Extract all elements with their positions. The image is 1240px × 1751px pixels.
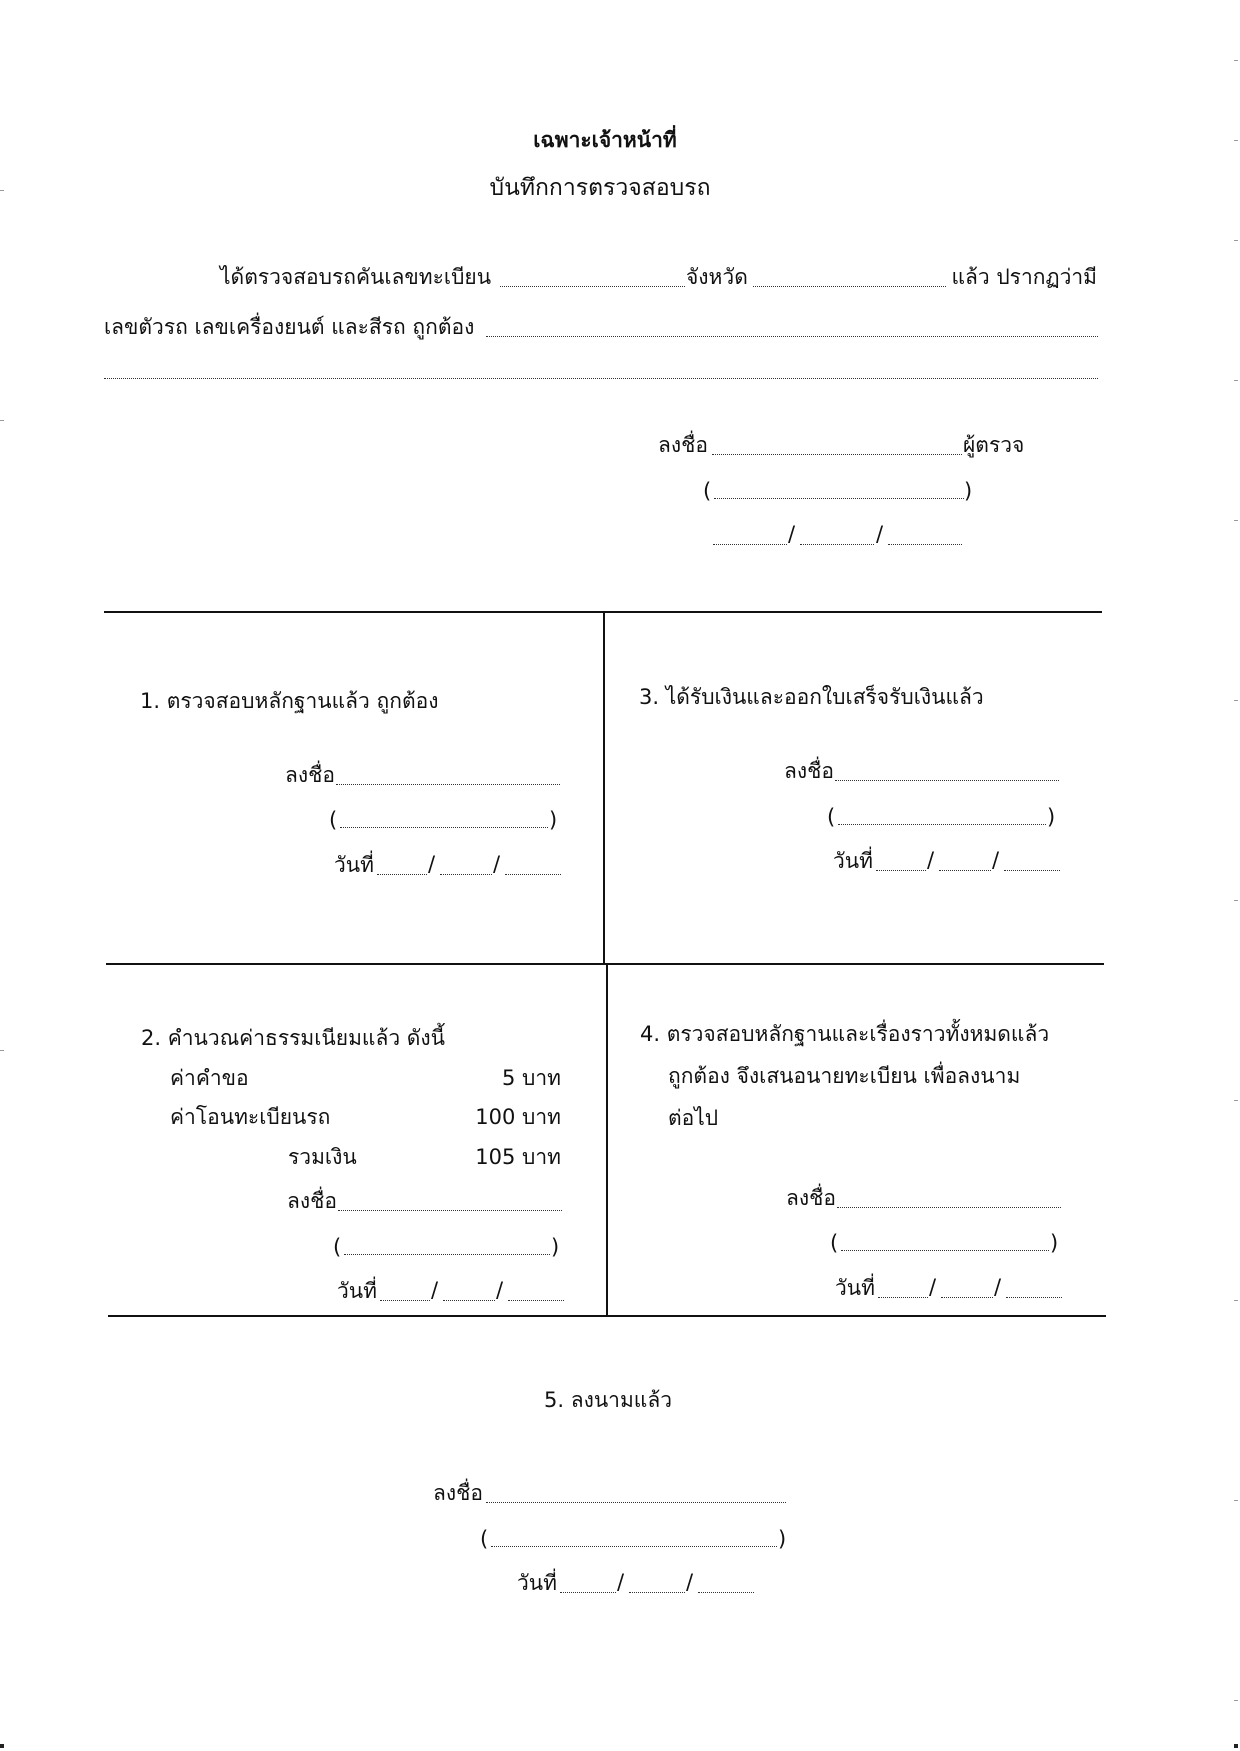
box4-year-field[interactable] bbox=[1006, 1297, 1062, 1298]
registration-line-prefix: ได้ตรวจสอบรถคันเลขทะเบียน bbox=[220, 265, 492, 289]
box3-signature-field[interactable] bbox=[835, 780, 1059, 781]
scan-mark bbox=[0, 1050, 4, 1051]
scan-mark bbox=[1234, 1500, 1238, 1501]
vehicle-details-label: เลขตัวรถ เลขเครื่องยนต์ และสีรถ ถูกต้อง bbox=[104, 315, 475, 339]
box1-date-label: วันที่ bbox=[334, 853, 374, 877]
fee-label: ค่าโอนทะเบียนรถ bbox=[170, 1105, 331, 1129]
scan-mark bbox=[1234, 140, 1238, 141]
fee-label: ค่าคำขอ bbox=[170, 1066, 249, 1090]
inspector-name-field[interactable] bbox=[714, 498, 964, 499]
box2-year-field[interactable] bbox=[508, 1300, 564, 1301]
scan-mark bbox=[1234, 1100, 1238, 1101]
date-slash: / bbox=[496, 1278, 504, 1302]
paren-close: ) bbox=[1050, 1231, 1059, 1255]
paren-open: ( bbox=[830, 1231, 839, 1255]
box1-month-field[interactable] bbox=[440, 874, 492, 875]
section5-name-field[interactable] bbox=[491, 1546, 777, 1547]
scan-mark bbox=[1234, 1300, 1238, 1301]
inspector-day-field[interactable] bbox=[713, 544, 787, 545]
paren-close: ) bbox=[964, 479, 973, 503]
box1-title: 1. ตรวจสอบหลักฐานแล้ว ถูกต้อง bbox=[140, 689, 439, 713]
section5-sign-label: ลงชื่อ bbox=[433, 1481, 483, 1505]
box2-date-label: วันที่ bbox=[337, 1279, 377, 1303]
province-label: จังหวัด bbox=[686, 265, 748, 289]
scan-mark bbox=[1234, 380, 1238, 381]
box4-month-field[interactable] bbox=[941, 1297, 993, 1298]
province-field[interactable] bbox=[753, 286, 946, 287]
box4-sign-label: ลงชื่อ bbox=[786, 1186, 836, 1210]
date-slash: / bbox=[929, 1275, 937, 1299]
section5-title: 5. ลงนามแล้ว bbox=[543, 1388, 673, 1412]
date-slash: / bbox=[876, 522, 884, 546]
date-slash: / bbox=[493, 852, 501, 876]
box4-signature-field[interactable] bbox=[837, 1207, 1061, 1208]
box2-sign-label: ลงชื่อ bbox=[287, 1189, 337, 1213]
box4-name-field[interactable] bbox=[841, 1250, 1049, 1251]
section5-signature-field[interactable] bbox=[486, 1502, 786, 1503]
fee-total-label: รวมเงิน bbox=[288, 1145, 357, 1169]
grid-divider-lower bbox=[606, 964, 608, 1315]
box3-month-field[interactable] bbox=[939, 870, 991, 871]
vehicle-details-field-2[interactable] bbox=[104, 378, 1098, 379]
section5-date-label: วันที่ bbox=[517, 1571, 557, 1595]
box1-name-field[interactable] bbox=[340, 827, 548, 828]
box2-title: 2. คำนวณค่าธรรมเนียมแล้ว ดังนี้ bbox=[141, 1026, 446, 1050]
date-slash: / bbox=[788, 522, 796, 546]
paren-close: ) bbox=[778, 1527, 787, 1551]
scan-mark bbox=[1234, 900, 1238, 901]
paren-close: ) bbox=[549, 808, 558, 832]
grid-divider-upper bbox=[603, 612, 605, 963]
paren-open: ( bbox=[827, 805, 836, 829]
section5-day-field[interactable] bbox=[560, 1592, 616, 1593]
box2-day-field[interactable] bbox=[380, 1300, 430, 1301]
scan-mark bbox=[1234, 520, 1238, 521]
box4-title-line3: ต่อไป bbox=[668, 1106, 719, 1130]
official-only-heading: เฉพาะเจ้าหน้าที่ bbox=[533, 128, 677, 152]
box4-date-label: วันที่ bbox=[835, 1276, 875, 1300]
box3-day-field[interactable] bbox=[876, 870, 926, 871]
date-slash: / bbox=[428, 852, 436, 876]
date-slash: / bbox=[431, 1278, 439, 1302]
scan-mark bbox=[1234, 1700, 1238, 1701]
box1-year-field[interactable] bbox=[505, 874, 561, 875]
date-slash: / bbox=[994, 1275, 1002, 1299]
inspector-sign-label: ลงชื่อ bbox=[658, 433, 708, 457]
scan-mark bbox=[0, 1744, 4, 1748]
fee-amount: 5 บาท bbox=[501, 1066, 561, 1090]
scan-mark bbox=[0, 190, 4, 191]
box4-day-field[interactable] bbox=[878, 1297, 928, 1298]
inspector-label: ผู้ตรวจ bbox=[963, 433, 1025, 457]
scan-mark bbox=[1234, 1744, 1238, 1748]
paren-open: ( bbox=[333, 1235, 342, 1259]
paren-close: ) bbox=[551, 1235, 560, 1259]
inspector-month-field[interactable] bbox=[800, 544, 874, 545]
page-title: บันทึกการตรวจสอบรถ bbox=[489, 175, 711, 201]
box1-signature-field[interactable] bbox=[336, 784, 560, 785]
box3-year-field[interactable] bbox=[1004, 870, 1060, 871]
box3-date-label: วันที่ bbox=[833, 849, 873, 873]
scan-mark bbox=[1234, 700, 1238, 701]
scan-mark bbox=[0, 420, 4, 421]
grid-line-middle bbox=[106, 963, 1104, 965]
box4-title-line2: ถูกต้อง จึงเสนอนายทะเบียน เพื่อลงนาม bbox=[668, 1064, 1021, 1088]
date-slash: / bbox=[992, 848, 1000, 872]
fee-amount: 100 บาท bbox=[475, 1105, 561, 1129]
scan-mark bbox=[1234, 240, 1238, 241]
paren-open: ( bbox=[329, 808, 338, 832]
paren-open: ( bbox=[703, 479, 712, 503]
box2-signature-field[interactable] bbox=[338, 1210, 562, 1211]
scan-mark bbox=[1234, 60, 1238, 61]
box4-title-line1: 4. ตรวจสอบหลักฐานและเรื่องราวทั้งหมดแล้ว bbox=[640, 1022, 1050, 1046]
paren-open: ( bbox=[480, 1527, 489, 1551]
box3-title: 3. ได้รับเงินและออกใบเสร็จรับเงินแล้ว bbox=[639, 685, 984, 709]
inspector-signature-field[interactable] bbox=[712, 454, 962, 455]
inspector-year-field[interactable] bbox=[888, 544, 962, 545]
date-slash: / bbox=[686, 1570, 694, 1594]
registration-line-suffix: แล้ว ปรากฏว่ามี bbox=[951, 265, 1097, 289]
vehicle-details-field[interactable] bbox=[486, 336, 1098, 337]
box2-month-field[interactable] bbox=[443, 1300, 495, 1301]
box1-day-field[interactable] bbox=[377, 874, 427, 875]
grid-line-bottom bbox=[108, 1315, 1106, 1317]
box1-sign-label: ลงชื่อ bbox=[285, 763, 335, 787]
date-slash: / bbox=[617, 1570, 625, 1594]
box3-name-field[interactable] bbox=[838, 824, 1046, 825]
registration-number-field[interactable] bbox=[500, 286, 685, 287]
section5-month-field[interactable] bbox=[629, 1592, 685, 1593]
section5-year-field[interactable] bbox=[698, 1592, 754, 1593]
paren-close: ) bbox=[1047, 805, 1056, 829]
box2-name-field[interactable] bbox=[344, 1254, 550, 1255]
fee-total-amount: 105 บาท bbox=[475, 1145, 561, 1169]
date-slash: / bbox=[927, 848, 935, 872]
box3-sign-label: ลงชื่อ bbox=[784, 759, 834, 783]
